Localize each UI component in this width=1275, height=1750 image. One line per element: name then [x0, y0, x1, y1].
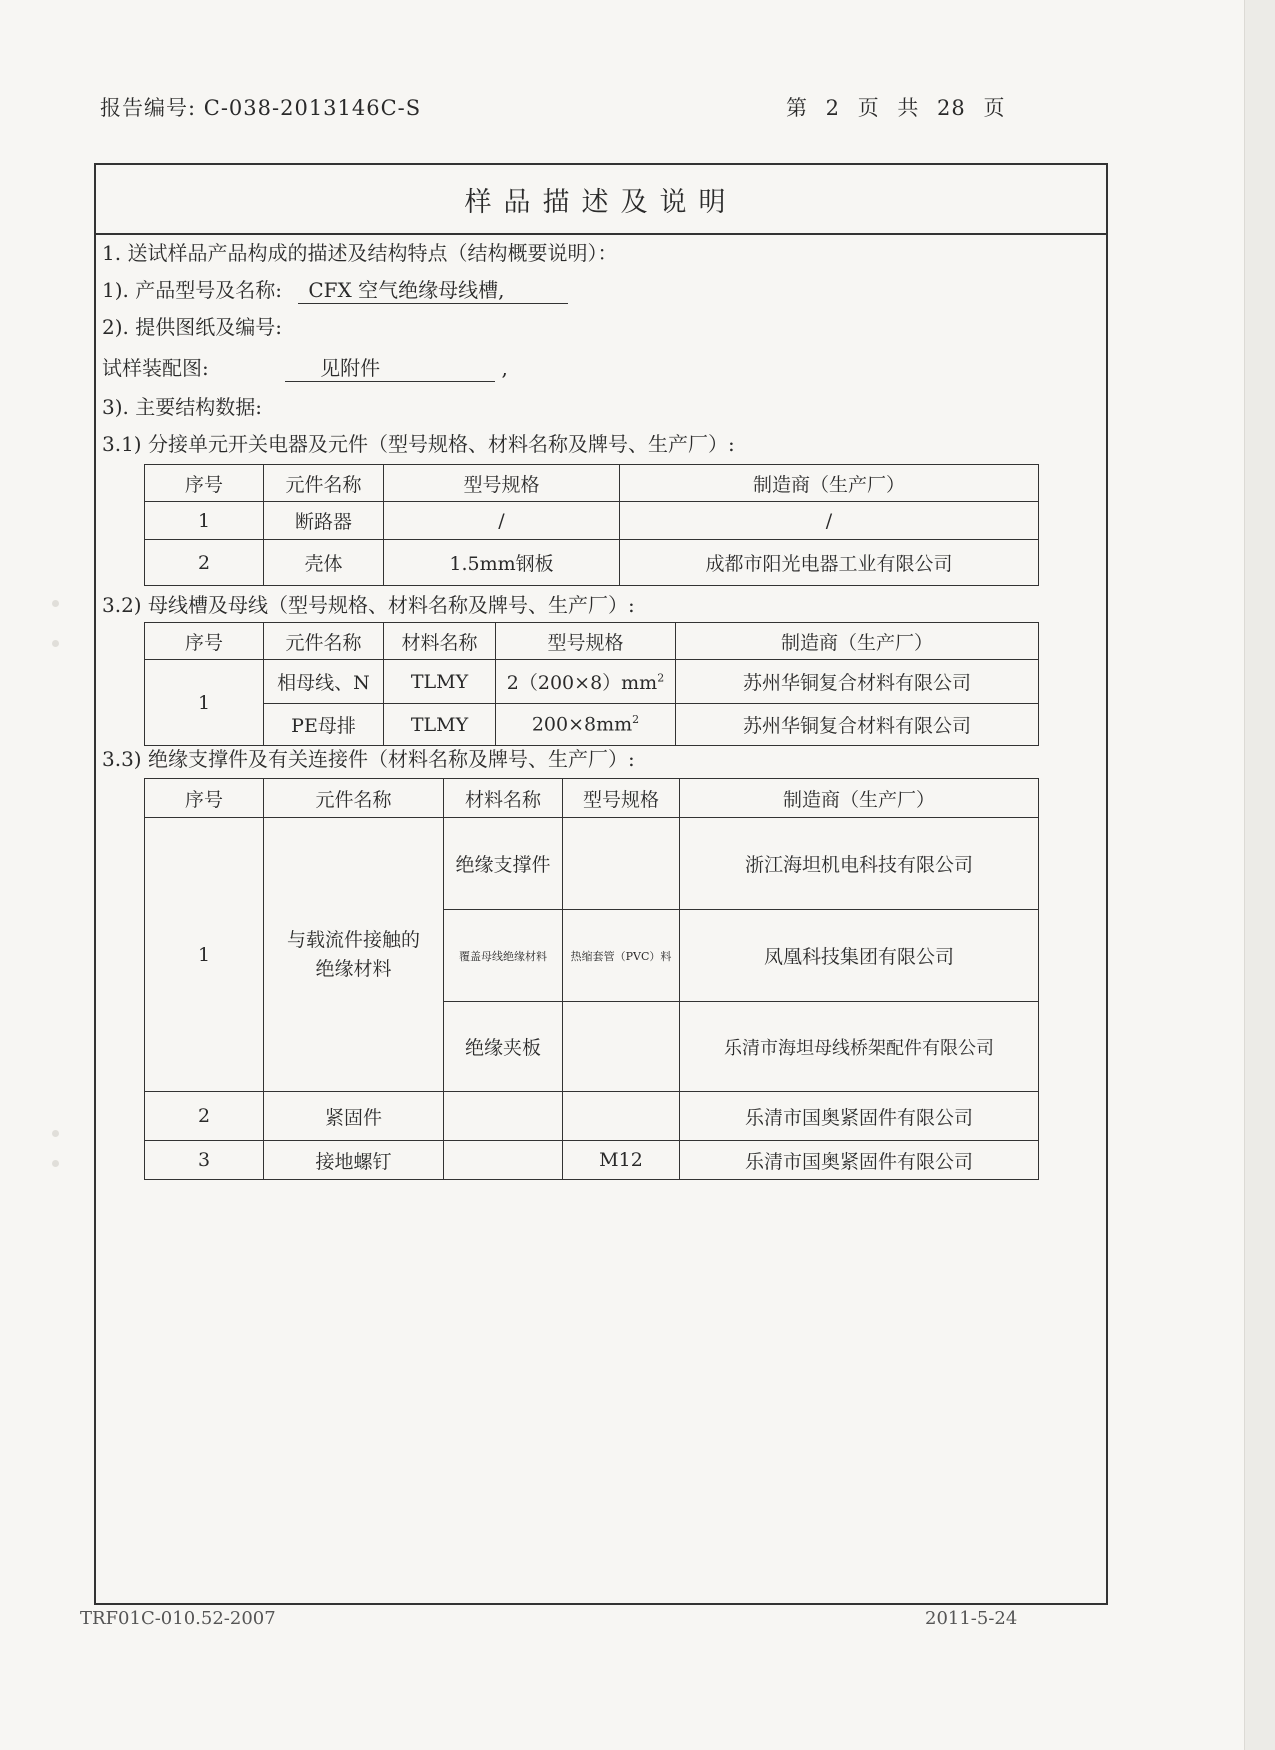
section-title: 样品描述及说明 — [96, 165, 1106, 235]
table-cell: 2 — [145, 540, 264, 586]
header-cell: 制造商（生产厂） — [620, 465, 1039, 502]
table-cell: / — [384, 502, 620, 540]
table-cell: 2 — [145, 1092, 264, 1141]
table-cell: 3 — [145, 1141, 264, 1180]
punch-hole — [52, 640, 59, 647]
table-row — [145, 502, 1039, 540]
table-cell: 热缩套管（PVC）料 — [563, 910, 680, 1002]
punch-hole — [52, 600, 59, 607]
table-row — [145, 1141, 1039, 1180]
table-cell: PE母排 — [264, 704, 384, 746]
table-cell — [563, 818, 680, 910]
table-cell: 成都市阳光电器工业有限公司 — [620, 540, 1039, 586]
table-header-row — [145, 779, 1039, 818]
header-cell: 序号 — [145, 779, 264, 818]
content-frame — [94, 163, 1108, 1605]
header-cell: 元件名称 — [264, 623, 384, 660]
section-3-2-heading: 3.2) 母线槽及母线（型号规格、材料名称及牌号、生产厂）: — [102, 593, 635, 617]
spec-superscript: 2 — [657, 671, 665, 685]
table-cell — [496, 660, 676, 704]
table-cell: / — [620, 502, 1039, 540]
assembly-drawing-value: 见附件 — [285, 352, 495, 382]
page-info: 第 2 页 共 28 页 — [786, 96, 1006, 120]
table-cell: TLMY — [384, 704, 496, 746]
punch-hole — [52, 1130, 59, 1137]
header-cell: 序号 — [145, 465, 264, 502]
header-cell: 型号规格 — [563, 779, 680, 818]
table-cell — [444, 1141, 563, 1180]
assembly-drawing-label: 试样装配图: — [102, 356, 209, 380]
form-code: TRF01C-010.52-2007 — [80, 1608, 276, 1629]
table-header-row — [145, 623, 1039, 660]
assembly-drawing-line — [102, 352, 508, 382]
table-row — [145, 1092, 1039, 1141]
table-cell: 绝缘夹板 — [444, 1002, 563, 1092]
table-cell: 1 — [145, 818, 264, 1092]
table-cell: M12 — [563, 1141, 680, 1180]
busbar-table — [144, 622, 1039, 746]
header-cell: 序号 — [145, 623, 264, 660]
item-1-heading: 1. 送试样品产品构成的描述及结构特点（结构概要说明）： — [102, 241, 618, 265]
product-model-label: 1). 产品型号及名称: — [102, 278, 282, 302]
table-cell — [444, 1092, 563, 1141]
spec-superscript: 2 — [632, 713, 640, 727]
table-row — [145, 704, 1039, 746]
header-cell: 型号规格 — [496, 623, 676, 660]
table-cell — [563, 1092, 680, 1141]
table-cell: 相母线、N — [264, 660, 384, 704]
table-cell: 绝缘支撑件 — [444, 818, 563, 910]
spec-text: 200×8mm — [531, 713, 633, 736]
product-model-line — [102, 274, 568, 304]
table-row — [145, 660, 1039, 704]
table-cell: 1.5mm钢板 — [384, 540, 620, 586]
table-row — [145, 540, 1039, 586]
product-model-value: CFX 空气绝缘母线槽, — [298, 274, 568, 304]
table-cell: 苏州华铜复合材料有限公司 — [676, 660, 1039, 704]
table-cell: 乐清市国奥紧固件有限公司 — [680, 1141, 1039, 1180]
section-3-1-heading: 3.1) 分接单元开关电器及元件（型号规格、材料名称及牌号、生产厂）: — [102, 432, 735, 456]
header-cell: 制造商（生产厂） — [676, 623, 1039, 660]
section-3-3-heading: 3.3) 绝缘支撑件及有关连接件（材料名称及牌号、生产厂）: — [102, 747, 635, 771]
scan-edge — [1244, 0, 1275, 1750]
table-cell: 1 — [145, 502, 264, 540]
table-cell: 覆盖母线绝缘材料 — [444, 910, 563, 1002]
table-cell: 乐清市海坦母线桥架配件有限公司 — [680, 1002, 1039, 1092]
report-number: 报告编号: C-038-2013146C-S — [100, 96, 422, 120]
header-cell: 元件名称 — [264, 465, 384, 502]
table-cell: 凤凰科技集团有限公司 — [680, 910, 1039, 1002]
insulation-table — [144, 778, 1039, 1180]
group-name: 与载流件接触的绝缘材料 — [286, 929, 420, 980]
table-cell: 浙江海坦机电科技有限公司 — [680, 818, 1039, 910]
table-row — [145, 818, 1039, 910]
table-header-row — [145, 465, 1039, 502]
table-cell: 紧固件 — [264, 1092, 444, 1141]
table-cell: 乐清市国奥紧固件有限公司 — [680, 1092, 1039, 1141]
structure-data-heading: 3). 主要结构数据: — [102, 395, 262, 419]
table-cell: 壳体 — [264, 540, 384, 586]
table-cell: TLMY — [384, 660, 496, 704]
spec-text: 2（200×8）mm — [506, 672, 658, 694]
header-cell: 材料名称 — [384, 623, 496, 660]
table-cell: 1 — [145, 660, 264, 746]
punch-hole — [52, 1160, 59, 1167]
switchgear-table — [144, 464, 1039, 586]
table-cell — [563, 1002, 680, 1092]
header-cell: 制造商（生产厂） — [680, 779, 1039, 818]
table-cell: 接地螺钉 — [264, 1141, 444, 1180]
header-cell: 型号规格 — [384, 465, 620, 502]
table-cell — [264, 818, 444, 1092]
header-cell: 材料名称 — [444, 779, 563, 818]
drawing-heading: 2). 提供图纸及编号: — [102, 315, 282, 339]
table-cell — [496, 704, 676, 746]
assembly-drawing-suffix: , — [501, 356, 508, 380]
table-cell: 苏州华铜复合材料有限公司 — [676, 704, 1039, 746]
table-cell: 断路器 — [264, 502, 384, 540]
footer-date: 2011-5-24 — [925, 1608, 1018, 1629]
header-cell: 元件名称 — [264, 779, 444, 818]
